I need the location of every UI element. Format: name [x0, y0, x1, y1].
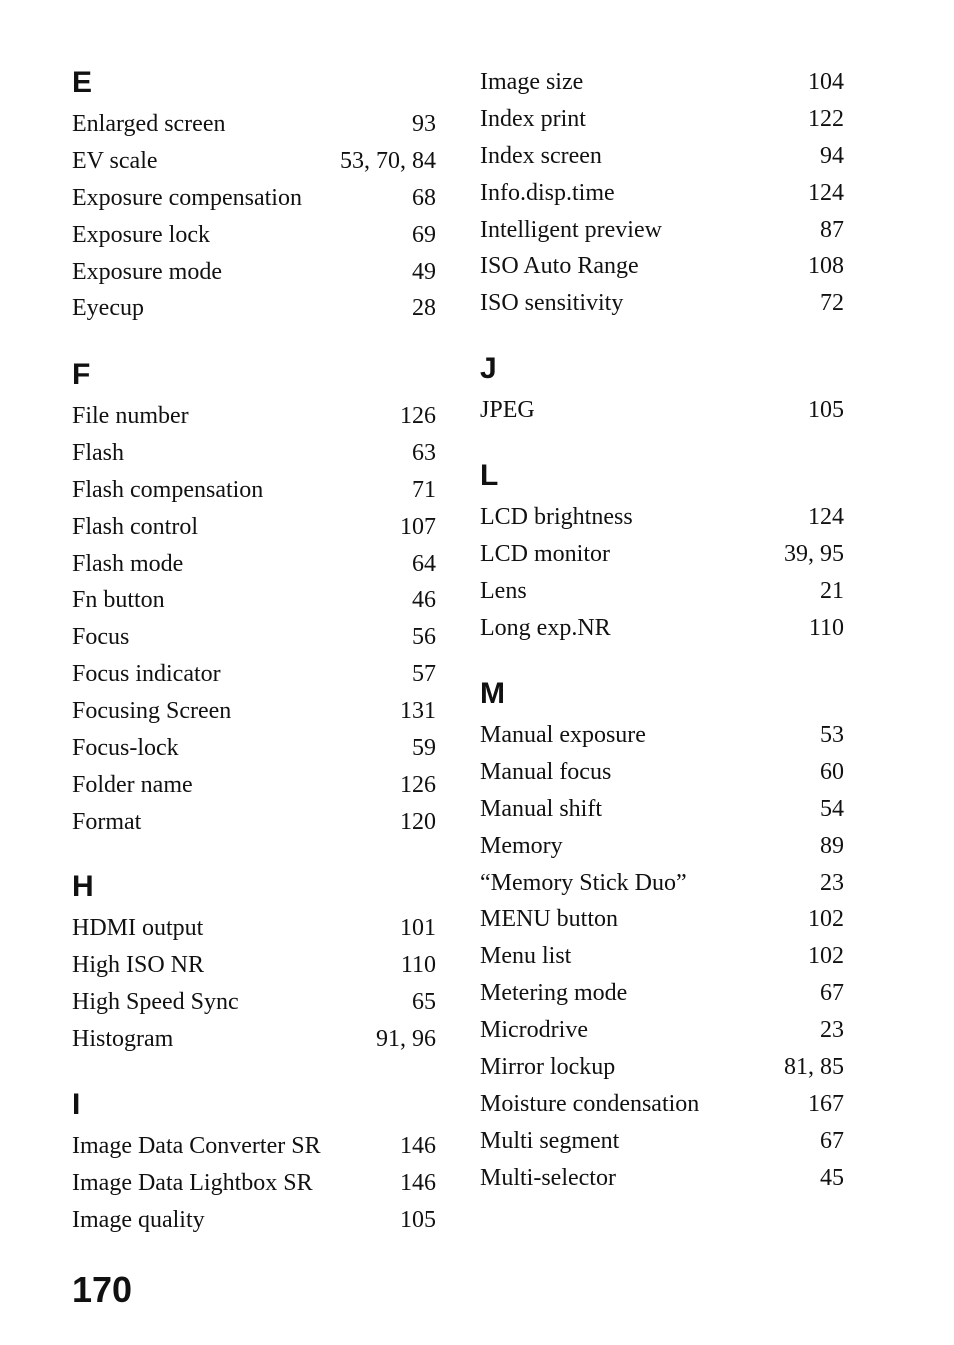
index-entry: [72, 217, 436, 254]
entry-page: 110: [400, 951, 436, 978]
entry-page: 87: [820, 216, 844, 243]
entry-page: 53, 70, 84: [340, 147, 436, 174]
entry-term: Menu list: [480, 943, 572, 970]
entry-term: Image size: [480, 69, 584, 95]
index-entry: [480, 717, 844, 754]
index-section-m: [480, 679, 844, 1197]
index-entry: [72, 106, 436, 143]
entry-term: Format: [72, 808, 142, 835]
entry-term: Index print: [480, 105, 586, 132]
entry-term: Eyecup: [72, 295, 144, 322]
index-entry: [480, 791, 844, 828]
index-entry: [480, 573, 844, 610]
index-entry: [72, 254, 436, 291]
entry-term: Image Data Lightbox SR: [72, 1169, 313, 1196]
index-entry: [480, 1123, 844, 1160]
entry-term: Memory: [480, 832, 563, 859]
entry-term: Microdrive: [480, 1017, 588, 1044]
index-entry: [72, 509, 436, 546]
entry-term: Moisture condensation: [480, 1090, 700, 1117]
entry-term: Flash compensation: [72, 476, 264, 503]
index-section-i: [72, 1090, 436, 1239]
entry-term: Exposure compensation: [72, 184, 302, 211]
entry-page: 124: [808, 179, 844, 206]
entry-term: Folder name: [72, 771, 193, 798]
entry-page: 69: [412, 221, 436, 248]
index-entry: [480, 248, 844, 285]
index-section-h: [72, 872, 436, 1058]
index-entry: [72, 693, 436, 730]
entry-term: EV scale: [72, 147, 158, 174]
index-entry: [480, 610, 844, 647]
entry-page: 71: [412, 476, 436, 503]
entry-term: Flash mode: [72, 550, 184, 577]
entry-term: LCD monitor: [480, 540, 610, 567]
index-entry: [72, 398, 436, 435]
index-entry: [72, 1128, 436, 1165]
index-section-j: [480, 354, 844, 429]
entry-page: 49: [412, 258, 436, 285]
entry-page: 146: [400, 1133, 436, 1159]
entry-page: 102: [808, 906, 844, 933]
entry-term: Exposure lock: [72, 221, 210, 248]
index-entry: [480, 901, 844, 938]
index-entry: [480, 938, 844, 975]
entry-term: Flash: [72, 439, 125, 466]
entry-term: ISO sensitivity: [480, 290, 624, 317]
index-entry: [72, 730, 436, 767]
index-entry: [480, 754, 844, 791]
entry-term: MENU button: [480, 906, 618, 933]
entry-page: 167: [808, 1090, 844, 1117]
entry-term: Long exp.NR: [480, 614, 611, 641]
entry-page: 23: [820, 869, 844, 896]
entry-page: 124: [808, 504, 844, 530]
index-entry: [480, 865, 844, 902]
index-entry: [72, 180, 436, 217]
section-letter: M: [480, 677, 505, 710]
entry-page: 91, 96: [376, 1025, 436, 1052]
entry-term: Manual exposure: [480, 722, 646, 748]
entry-page: 65: [412, 988, 436, 1015]
entry-page: 68: [412, 184, 436, 211]
entry-page: 105: [400, 1206, 436, 1233]
entry-term: HDMI output: [72, 915, 204, 941]
index-entry: [480, 1049, 844, 1086]
entry-page: 81, 85: [784, 1054, 844, 1081]
entry-page: 108: [808, 253, 844, 280]
index-entry: [72, 1202, 436, 1239]
section-letter: E: [72, 66, 93, 99]
entry-term: Enlarged screen: [72, 111, 226, 137]
entry-page: 46: [412, 587, 436, 614]
entry-term: Focusing Screen: [72, 698, 232, 725]
index-entry: [480, 175, 844, 212]
index-entry: [72, 472, 436, 509]
entry-page: 107: [400, 513, 436, 540]
index-entry: [480, 828, 844, 865]
entry-page: 72: [820, 290, 844, 317]
entry-term: Manual shift: [480, 795, 602, 822]
index-entry: [480, 138, 844, 175]
entry-term: Metering mode: [480, 980, 628, 1007]
entry-page: 94: [820, 142, 844, 169]
entry-page: 56: [412, 624, 436, 651]
entry-page: 45: [820, 1164, 844, 1191]
entry-page: 60: [820, 758, 844, 785]
entry-term: ISO Auto Range: [480, 253, 639, 280]
entry-term: Lens: [480, 577, 527, 604]
entry-page: 89: [820, 832, 844, 859]
entry-term: LCD brightness: [480, 504, 633, 530]
entry-term: Image quality: [72, 1206, 205, 1233]
index-entry: [72, 143, 436, 180]
entry-term: Image Data Converter SR: [72, 1133, 321, 1159]
index-entry: [480, 499, 844, 536]
section-letter: J: [480, 352, 497, 385]
index-section-f: [72, 360, 436, 841]
entry-page: 23: [820, 1017, 844, 1044]
entry-page: 28: [412, 295, 436, 322]
index-entry: [72, 984, 436, 1021]
index-entry: [480, 64, 844, 101]
entry-page: 63: [412, 439, 436, 466]
entry-term: Histogram: [72, 1025, 174, 1052]
entry-term: Intelligent preview: [480, 216, 662, 243]
index-entry: [72, 290, 436, 327]
entry-term: Multi-selector: [480, 1164, 616, 1191]
index-entry: [480, 101, 844, 138]
entry-term: Info.disp.time: [480, 179, 615, 206]
entry-term: High ISO NR: [72, 951, 205, 978]
entry-term: JPEG: [480, 397, 535, 423]
entry-term: Mirror lockup: [480, 1054, 616, 1081]
index-entry: [72, 947, 436, 984]
entry-term: Fn button: [72, 587, 165, 614]
entry-page: 126: [400, 771, 436, 798]
entry-page: 21: [820, 577, 844, 604]
index-entry: [480, 285, 844, 322]
section-letter: I: [72, 1088, 81, 1121]
entry-page: 101: [400, 915, 436, 941]
index-entry: [72, 910, 436, 947]
entry-page: 93: [412, 111, 436, 137]
entry-page: 102: [808, 943, 844, 970]
index-entry: [480, 392, 844, 429]
entry-term: Focus-lock: [72, 735, 179, 762]
index-section-l: [480, 461, 844, 647]
section-letter: H: [72, 870, 94, 903]
entry-term: High Speed Sync: [72, 988, 239, 1015]
entry-page: 53: [820, 722, 844, 748]
index-entry: [72, 582, 436, 619]
index-entry: [72, 767, 436, 804]
entry-page: 131: [400, 698, 436, 725]
entry-page: 67: [820, 1127, 844, 1154]
index-entry: [480, 975, 844, 1012]
index-entry: [72, 1021, 436, 1058]
index-section-e: [72, 68, 436, 327]
index-entry: [72, 546, 436, 583]
entry-term: Flash control: [72, 513, 198, 540]
section-letter: F: [72, 358, 91, 391]
entry-page: 67: [820, 980, 844, 1007]
entry-term: Index screen: [480, 142, 602, 169]
entry-page: 59: [412, 735, 436, 762]
index-entry: [72, 435, 436, 472]
entry-term: Focus: [72, 624, 130, 651]
entry-term: Multi segment: [480, 1127, 620, 1154]
entry-page: 146: [400, 1169, 436, 1196]
index-entry: [480, 1086, 844, 1123]
section-letter: L: [480, 459, 499, 492]
index-entry: [72, 619, 436, 656]
entry-term: Exposure mode: [72, 258, 222, 285]
entry-term: File number: [72, 403, 189, 429]
entry-page: 39, 95: [784, 540, 844, 567]
index-entry: [72, 804, 436, 841]
index-entry: [480, 212, 844, 249]
entry-term: Focus indicator: [72, 661, 221, 688]
entry-page: 105: [808, 397, 844, 423]
page-number: 170: [72, 1269, 133, 1310]
entry-page: 126: [400, 403, 436, 429]
entry-page: 57: [412, 661, 436, 688]
index-entry: [72, 1165, 436, 1202]
entry-page: 110: [808, 614, 844, 641]
entry-page: 120: [400, 808, 436, 835]
entry-term: “Memory Stick Duo”: [480, 869, 687, 896]
entry-page: 104: [808, 69, 844, 95]
index-entry: [480, 1160, 844, 1197]
entry-page: 122: [808, 105, 844, 132]
index-section-i-continued: [480, 64, 844, 322]
index-entry: [480, 536, 844, 573]
entry-page: 54: [820, 795, 844, 822]
entry-term: Manual focus: [480, 758, 612, 785]
entry-page: 64: [412, 550, 436, 577]
index-entry: [72, 656, 436, 693]
index-entry: [480, 1012, 844, 1049]
